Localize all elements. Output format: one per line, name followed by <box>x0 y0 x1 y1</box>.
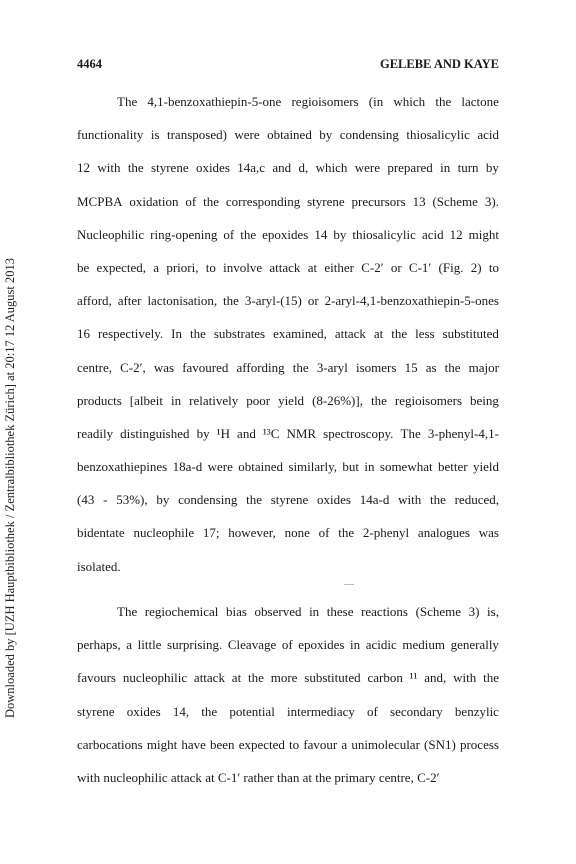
word: oxides <box>126 703 161 719</box>
word: afford, <box>77 293 112 309</box>
word: of <box>367 703 378 719</box>
word: 2) <box>470 259 482 275</box>
word: styrene <box>77 703 115 719</box>
text-line <box>77 360 499 393</box>
word: substrates <box>213 326 266 342</box>
word: the <box>391 326 408 342</box>
word: 16 <box>77 326 90 342</box>
word: secondary <box>390 703 443 719</box>
word: was <box>153 359 175 375</box>
word: C-2′ <box>361 259 384 275</box>
word: substituted <box>442 326 499 342</box>
word: In <box>171 326 182 342</box>
word: favoured <box>182 359 229 375</box>
word: by <box>485 160 499 176</box>
text-line <box>77 160 499 193</box>
word: oxides <box>195 160 230 176</box>
word: spectroscopy. <box>323 425 394 441</box>
word: or <box>307 293 319 309</box>
word: to <box>289 736 300 752</box>
text-line <box>77 604 499 637</box>
word: the <box>370 392 387 408</box>
word: with <box>398 492 422 508</box>
text-line <box>77 326 499 359</box>
paragraph-1 <box>77 94 499 592</box>
word: 3-aryl-(15) <box>244 293 302 309</box>
word: the <box>444 359 461 375</box>
word: at <box>205 769 215 785</box>
word: after <box>117 293 142 309</box>
word: a <box>153 259 160 275</box>
text-line <box>77 459 499 492</box>
word: bidentate <box>77 525 125 541</box>
word: priori, <box>166 259 199 275</box>
word: turn <box>457 160 479 176</box>
running-head: GELEBE AND KAYE <box>379 57 499 71</box>
word: medium <box>402 637 445 653</box>
word: than <box>276 769 300 785</box>
word: poor <box>246 392 271 408</box>
word: acid <box>421 226 444 242</box>
word: (43 <box>77 492 95 508</box>
word: Cleavage <box>227 637 277 653</box>
word: The <box>117 604 138 619</box>
word: of <box>223 226 235 242</box>
word: in <box>309 604 320 619</box>
word: by <box>319 127 333 143</box>
word: ¹³C <box>262 425 280 441</box>
word: 3-aryl <box>316 359 348 375</box>
word: oxides <box>317 492 351 508</box>
word: process <box>459 736 499 752</box>
word: Nucleophilic <box>77 226 145 242</box>
word: the <box>203 193 219 209</box>
word: as <box>425 359 437 375</box>
word: in <box>440 160 451 176</box>
word: major <box>468 359 499 375</box>
word: distinguished <box>120 425 190 441</box>
word: of <box>318 525 330 541</box>
word: (Scheme <box>432 193 478 209</box>
word: either <box>324 259 354 275</box>
word: thiosalicylic <box>352 226 416 242</box>
word: the <box>435 94 452 109</box>
word: is <box>150 127 160 143</box>
word: by <box>196 425 210 441</box>
word: is, <box>487 604 499 619</box>
word: however, <box>228 525 276 541</box>
word: at <box>307 259 318 275</box>
text-line <box>77 770 499 803</box>
word: carbon <box>367 670 403 686</box>
word: C-2′ <box>417 769 440 785</box>
word: regioisomers <box>291 94 359 109</box>
word: observed <box>254 604 302 619</box>
word: The <box>117 94 138 109</box>
download-watermark: Downloaded by [UZH Hauptbibliothek / Zentralbibliothek Zürich] at 20:17 12 August 2013 <box>3 258 17 718</box>
text-line <box>77 127 499 160</box>
text-line <box>77 94 499 127</box>
word: 17; <box>202 525 220 541</box>
word: perhaps, <box>77 637 121 653</box>
word: the <box>246 492 262 508</box>
word: - <box>103 492 108 508</box>
text-line <box>77 293 499 326</box>
word: nucleophilic <box>122 670 188 686</box>
word: at <box>373 326 384 342</box>
word: expected, <box>96 259 146 275</box>
word: rather <box>243 769 274 785</box>
word: regioisomers <box>394 392 463 408</box>
word: might <box>468 226 499 242</box>
word: be <box>77 259 90 275</box>
word: carbocations <box>77 736 143 752</box>
word: (SN1) <box>424 736 456 752</box>
word: substituted <box>304 670 361 686</box>
word: the <box>483 670 499 686</box>
word: with <box>77 769 101 785</box>
word: styrene <box>151 160 189 176</box>
paragraph-2 <box>77 604 499 803</box>
word: nucleophile <box>133 525 195 541</box>
word: 53%), <box>116 492 148 508</box>
word: readily <box>77 425 114 441</box>
word: acid <box>477 127 499 143</box>
word: the <box>429 492 446 508</box>
word: condensing <box>178 492 238 508</box>
word: MCPBA <box>77 193 123 209</box>
word: ¹H <box>216 425 230 441</box>
word: respectively. <box>97 326 164 342</box>
word: benzylic <box>454 703 499 719</box>
word: a <box>341 736 348 752</box>
word: potential <box>229 703 275 719</box>
word: to <box>205 259 216 275</box>
word: 14a,c <box>237 160 266 176</box>
text-line <box>77 260 499 293</box>
word: analogues <box>417 525 470 541</box>
word: favours <box>77 670 116 686</box>
word: to <box>488 259 499 275</box>
word: was <box>478 525 499 541</box>
text-line <box>77 227 499 260</box>
word: in <box>364 459 375 475</box>
word: relatively <box>189 392 239 408</box>
word: 12 <box>449 226 463 242</box>
word: The <box>400 425 421 441</box>
word: the <box>338 525 355 541</box>
text-line <box>77 426 499 459</box>
word: by <box>156 492 170 508</box>
word: 15 <box>404 359 418 375</box>
word: 18a-d <box>172 459 203 475</box>
word: lactonisation, <box>147 293 218 309</box>
word: but <box>342 459 360 475</box>
word: yield <box>472 459 499 475</box>
word: attack <box>334 326 366 342</box>
word: the <box>189 326 206 342</box>
word: by <box>333 226 347 242</box>
text-line <box>77 637 499 670</box>
word: more <box>270 670 298 686</box>
word: expected <box>238 736 285 752</box>
word: bias <box>226 604 247 619</box>
word: none <box>284 525 310 541</box>
word: epoxides <box>262 226 309 242</box>
word: were <box>207 459 233 475</box>
word: isomers <box>355 359 397 375</box>
word: surprising. <box>167 637 223 653</box>
word: examined, <box>273 326 327 342</box>
word: little <box>137 637 162 653</box>
word: epoxides <box>298 637 345 653</box>
word: lactone <box>461 94 499 109</box>
word: were <box>354 160 380 176</box>
word: a <box>126 637 133 653</box>
word: and <box>237 425 256 441</box>
word: nucleophilic <box>103 769 168 785</box>
word: isolated. <box>77 558 121 574</box>
word: condensing <box>339 127 399 143</box>
word: involve <box>223 259 263 275</box>
word: of <box>281 637 293 653</box>
word: styrene <box>307 193 345 209</box>
word: centre, <box>378 769 414 785</box>
word: precursors <box>351 193 406 209</box>
word: benzoxathiepines <box>77 459 168 475</box>
word: obtained <box>267 127 312 143</box>
word: 12 <box>77 160 90 176</box>
word: 3). <box>484 193 499 209</box>
word: 4,1-benzoxathiepin-5-one <box>147 94 282 109</box>
word: in <box>171 392 182 408</box>
word: the <box>201 703 218 719</box>
word: 2-aryl-4,1-benzoxathiepin-5-ones <box>324 293 499 309</box>
word: attack <box>170 769 202 785</box>
word: were <box>234 127 260 143</box>
word: somewhat <box>379 459 433 475</box>
word: of <box>185 193 197 209</box>
word: at <box>231 670 242 686</box>
page-number: 4464 <box>77 57 102 71</box>
word: have <box>181 736 206 752</box>
word: (8-26%)], <box>312 392 363 408</box>
word: and, <box>424 670 447 686</box>
word: centre, <box>77 359 113 375</box>
word: (Scheme <box>415 604 462 619</box>
word: 3) <box>468 604 480 619</box>
word: transposed) <box>166 127 227 143</box>
word: with <box>453 670 477 686</box>
word: attack <box>269 259 301 275</box>
word: 13 <box>412 193 426 209</box>
word: unimolecular <box>351 736 420 752</box>
word: NMR <box>286 425 317 441</box>
word: in <box>350 637 361 653</box>
word: 2-phenyl <box>362 525 410 541</box>
word: generally <box>450 637 499 653</box>
word: products <box>77 392 122 408</box>
word: yield <box>278 392 305 408</box>
word: similarly, <box>288 459 338 475</box>
word: prepared <box>387 160 433 176</box>
word: which <box>393 94 426 109</box>
text-line <box>77 525 499 558</box>
word: intermediacy <box>287 703 355 719</box>
word: acidic <box>365 637 397 653</box>
text-line <box>77 492 499 525</box>
word: attack <box>193 670 225 686</box>
word: the <box>248 670 264 686</box>
word: the <box>127 160 144 176</box>
word: 14a-d <box>359 492 390 508</box>
word: thiosalicylic <box>406 127 470 143</box>
text-line <box>77 559 499 592</box>
word: obtained <box>238 459 284 475</box>
word: ¹¹ <box>409 670 418 686</box>
word: the <box>240 226 257 242</box>
word: ring-opening <box>150 226 218 242</box>
word: primary <box>334 769 376 785</box>
word: the <box>315 769 332 785</box>
word: reactions <box>361 604 408 619</box>
word: these <box>326 604 354 619</box>
text-line <box>77 194 499 227</box>
word: regiochemical <box>144 604 219 619</box>
word: reduced, <box>454 492 499 508</box>
word: with <box>97 160 121 176</box>
text-line <box>77 704 499 737</box>
text-line <box>77 393 499 426</box>
word: better <box>437 459 468 475</box>
text-line <box>77 670 499 703</box>
word: been <box>210 736 235 752</box>
word: favour <box>303 736 338 752</box>
word: 14, <box>172 703 190 719</box>
word: which <box>315 160 348 176</box>
word: functionality <box>77 127 144 143</box>
word: (in <box>368 94 384 109</box>
word: 3-phenyl-4,1- <box>427 425 499 441</box>
word: affording <box>236 359 285 375</box>
word: 14 <box>314 226 328 242</box>
word: C-1′ <box>217 769 241 785</box>
word: C-2′, <box>120 359 146 375</box>
word: the <box>223 293 239 309</box>
word: d, <box>298 160 309 176</box>
word: being <box>470 392 499 408</box>
word: (Fig. <box>438 259 464 275</box>
word: corresponding <box>225 193 301 209</box>
word: and <box>272 160 292 176</box>
text-line <box>77 737 499 770</box>
word: or <box>390 259 402 275</box>
word: less <box>415 326 435 342</box>
word: oxidation <box>129 193 179 209</box>
word: the <box>292 359 309 375</box>
word: styrene <box>270 492 309 508</box>
word: might <box>146 736 178 752</box>
word: at <box>302 769 313 785</box>
word: [albeit <box>129 392 163 408</box>
word: C-1′ <box>408 259 432 275</box>
